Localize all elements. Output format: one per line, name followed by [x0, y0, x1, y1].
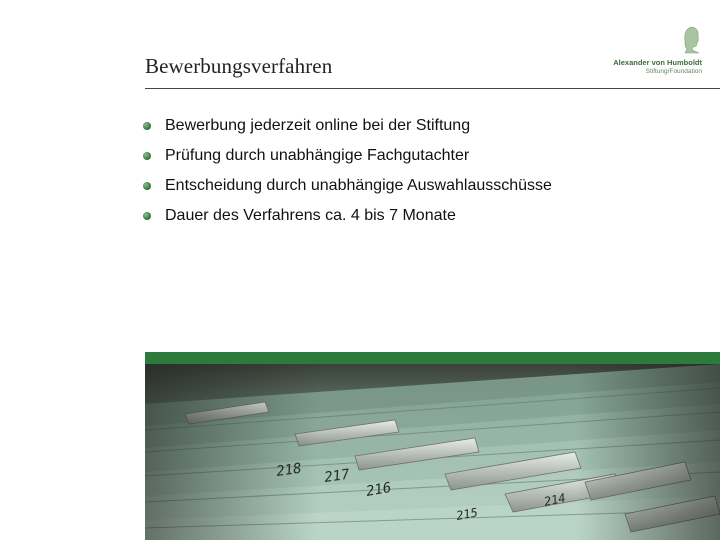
- slide-title: Bewerbungsverfahren: [145, 54, 333, 78]
- bullet-item: [140, 204, 552, 234]
- foundation-logo: [600, 26, 704, 78]
- bullet-dot-icon: [143, 212, 151, 220]
- logo-name: Alexander von Humboldt: [613, 58, 702, 67]
- bullet-dot-icon: [143, 152, 151, 160]
- bullet-item: [140, 114, 552, 144]
- title-divider: [145, 88, 720, 89]
- bullet-text: Entscheidung durch unabhängige Auswahlausschüsse: [165, 177, 552, 194]
- bullet-item: [140, 144, 552, 174]
- accent-band: [145, 352, 720, 364]
- bullet-text: Bewerbung jederzeit online bei der Stiftung: [165, 117, 471, 134]
- folders-illustration: [145, 364, 720, 540]
- bullet-dot-icon: [143, 182, 151, 190]
- bullet-text: Dauer des Verfahrens ca. 4 bis 7 Monate: [165, 207, 456, 224]
- humboldt-profile-icon: [682, 26, 702, 54]
- bullet-text: Prüfung durch unabhängige Fachgutachter: [165, 147, 470, 164]
- bullet-dot-icon: [143, 122, 151, 130]
- file-folders-photo: [145, 364, 720, 540]
- bullet-list: [140, 114, 552, 234]
- logo-subtitle: Stiftung/Foundation: [645, 68, 702, 75]
- bullet-item: [140, 174, 552, 204]
